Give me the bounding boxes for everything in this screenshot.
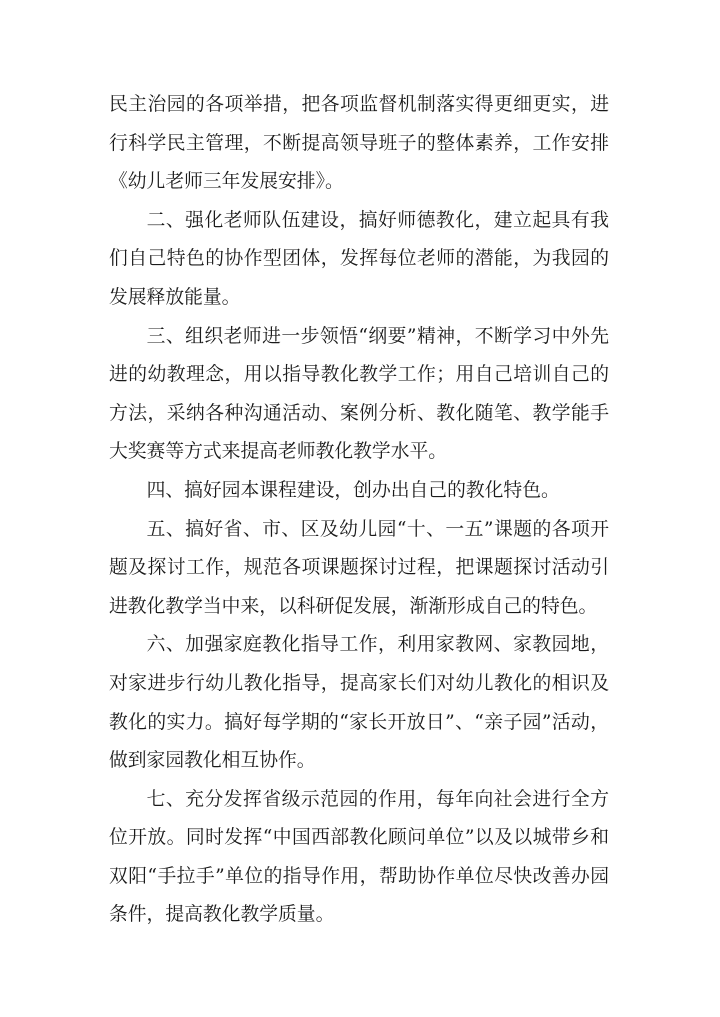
paragraph-item-4-curriculum: 四、搞好园本课程建设，创办出自己的教化特色。 xyxy=(146,479,560,501)
paragraph-governance-continued: 民主治园的各项举措，把各项监督机制落实得更细更实，进行科学民主管理，不断提高领导班子的整体素养，工作安排《幼儿老师三年发展安排》。 xyxy=(109,94,609,193)
paragraph-item-7-demonstration: 七、充分发挥省级示范园的作用，每年向社会进行全方位开放。同时发挥“中国西部教化顾问单位”以及以城带乡和双阳“手拉手”单位的指导作用，帮助协作单位尽快改善办园条件，提高教化教学质量。 xyxy=(109,788,609,926)
paragraph-item-5-research: 五、搞好省、市、区及幼儿园“十、一五”课题的各项开题及探讨工作，规范各项课题探讨过程，把课题探讨活动引进教化教学当中来，以科研促发展，渐渐形成自己的特色。 xyxy=(109,518,609,617)
paragraph-item-6-family-education: 六、加强家庭教化指导工作，利用家教网、家教园地，对家进步行幼儿教化指导，提高家长们对幼儿教化的相识及教化的实力。搞好每学期的“家长开放日”、“亲子园”活动，做到家园教化相互协作。 xyxy=(109,634,609,772)
paragraph-item-3-teacher-training: 三、组织老师进一步领悟“纲要”精神，不断学习中外先进的幼教理念，用以指导教化教学工作；用自己培训自己的方法，采纳各种沟通活动、案例分析、教化随笔、教学能手大奖赛等方式来提高老师教化教学水平。 xyxy=(109,325,609,463)
paragraph-item-2-teacher-team: 二、强化老师队伍建设，搞好师德教化，建立起具有我们自己特色的协作型团体，发挥每位老师的潜能，为我园的发展释放能量。 xyxy=(109,209,609,308)
document-body xyxy=(109,86,609,935)
